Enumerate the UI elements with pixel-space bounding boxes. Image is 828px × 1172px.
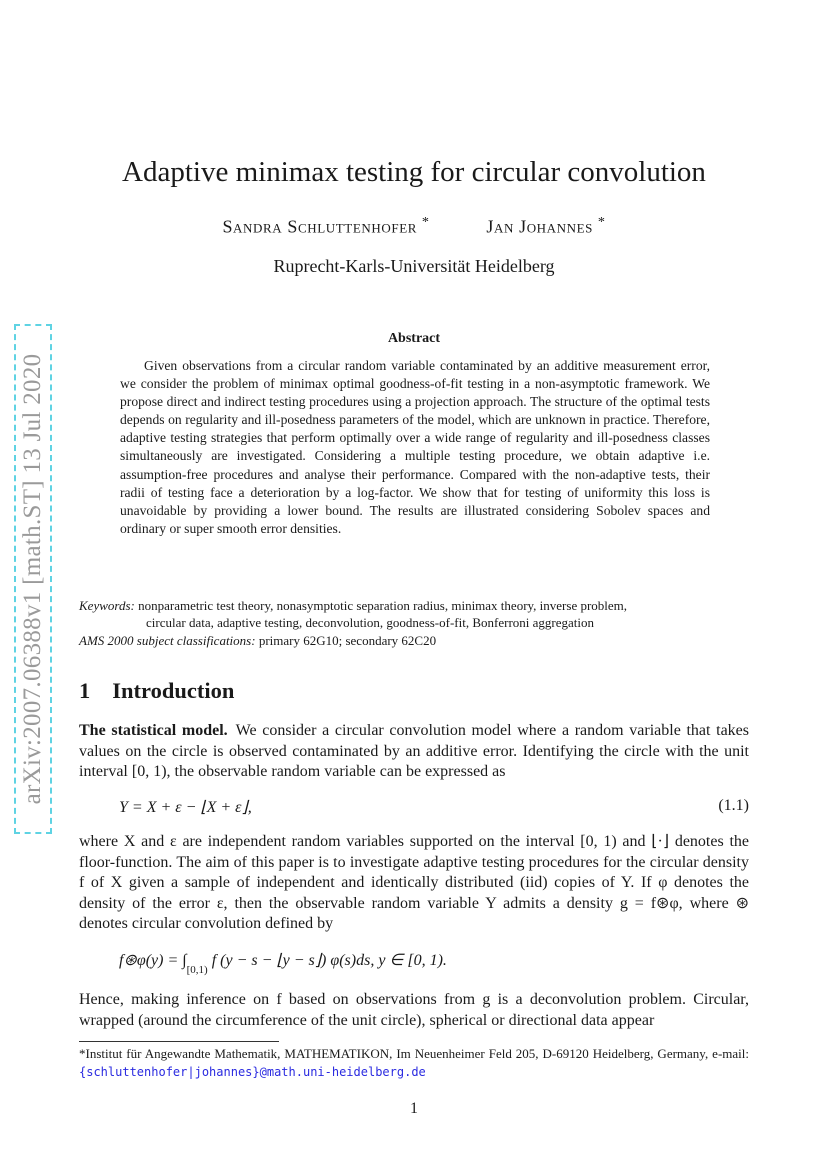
- abstract-heading: Abstract: [387, 331, 441, 346]
- paragraph-model-description: where X and ε are independent random variables supported on the interval [0, 1) and ⌊·⌋ denotes the floor-function. The aim of this paper is to investigate adaptive testing procedures for the circular density f of X given a sample of independent and identically distributed (iid) copies of Y. If φ denotes the density of the error ε, then the observable random variable Y admits a density g = f⊛φ, where ⊛ denotes circular convolution defined by: [79, 833, 749, 932]
- author-list: [0, 214, 828, 238]
- paper-title: Adaptive minimax testing for circular convolution: [122, 156, 706, 188]
- paragraph-deconvolution: Hence, making inference on f based on observations from g is a deconvolution problem. Circular, wrapped (around the circumference of the unit circle), spherical or directional data appear: [79, 991, 749, 1029]
- equation-1-1: Y = X + ε − ⌊X + ε⌋,: [119, 799, 252, 816]
- paragraph-statistical-model: The statistical model. We consider a circular convolution model where a random variable that takes values on the circle is observed contaminated by an additive error. Identifying the circle with the unit interval [0, 1), the observable random variable can be expressed as: [79, 722, 749, 780]
- author: Sandra Schluttenhofer *: [222, 214, 430, 237]
- footnote: *Institut für Angewandte Mathematik, MATHEMATIKON, Im Neuenheimer Feld 205, D-69120 Heidelberg, Germany, e-mail: {schluttenhofer|johannes}@math.uni-heidelberg.de: [79, 1046, 749, 1079]
- page-number: 1: [410, 1100, 418, 1117]
- equation-circular-convolution: f⊛φ(y) = $\int_{[0,1)}$ f (y − s − ⌊y − s⌋) φ(s)ds, y ∈ [0, 1).: [119, 952, 447, 976]
- ams-classification: AMS 2000 subject classifications: primary 62G10; secondary 62C20: [79, 633, 437, 648]
- abstract-text: Given observations from a circular random variable contaminated by an additive measurement error, we consider the problem of minimax optimal goodness-of-fit testing in a non-asymptotic framework. We propose direct and indirect testing procedures using a projection approach. The structure of the optimal tests depends on regularity and ill-posedness parameters of the model, which are unknown in practice. Therefore, adaptive testing strategies that perform optimally over a wide range of regularity and ill-posedness classes simultaneously are investigated. Considering a multiple testing procedure, we obtain adaptive i.e. assumption-free procedures and analyse their performance. Compared with the non-adaptive tests, their radii of testing face a deterioration by a log-factor. We show that for testing of uniformity this loss is unavoidable by providing a lower bound. The results are illustrated considering Sobolev spaces and ordinary or super smooth error densities.: [120, 358, 710, 536]
- equation-number: (1.1): [718, 797, 749, 814]
- section-heading: 1 Introduction: [79, 678, 235, 703]
- keywords: Keywords: nonparametric test theory, nonasymptotic separation radius, minimax theory, inverse problem, circular data, adaptive testing, deconvolution, goodness-of-fit, Bonferroni aggregation: [79, 598, 628, 630]
- affiliation: Ruprecht-Karls-Universität Heidelberg: [273, 256, 555, 276]
- arxiv-stamp[interactable]: [14, 324, 52, 834]
- arxiv-id[interactable]: arXiv:2007.06388v1 [math.ST] 13 Jul 2020: [19, 353, 46, 805]
- email-link[interactable]: {schluttenhofer|johannes}@math.uni-heidelberg.de: [79, 1064, 426, 1079]
- footnote-rule: [79, 1041, 279, 1042]
- author: Jan Johannes *: [486, 214, 606, 237]
